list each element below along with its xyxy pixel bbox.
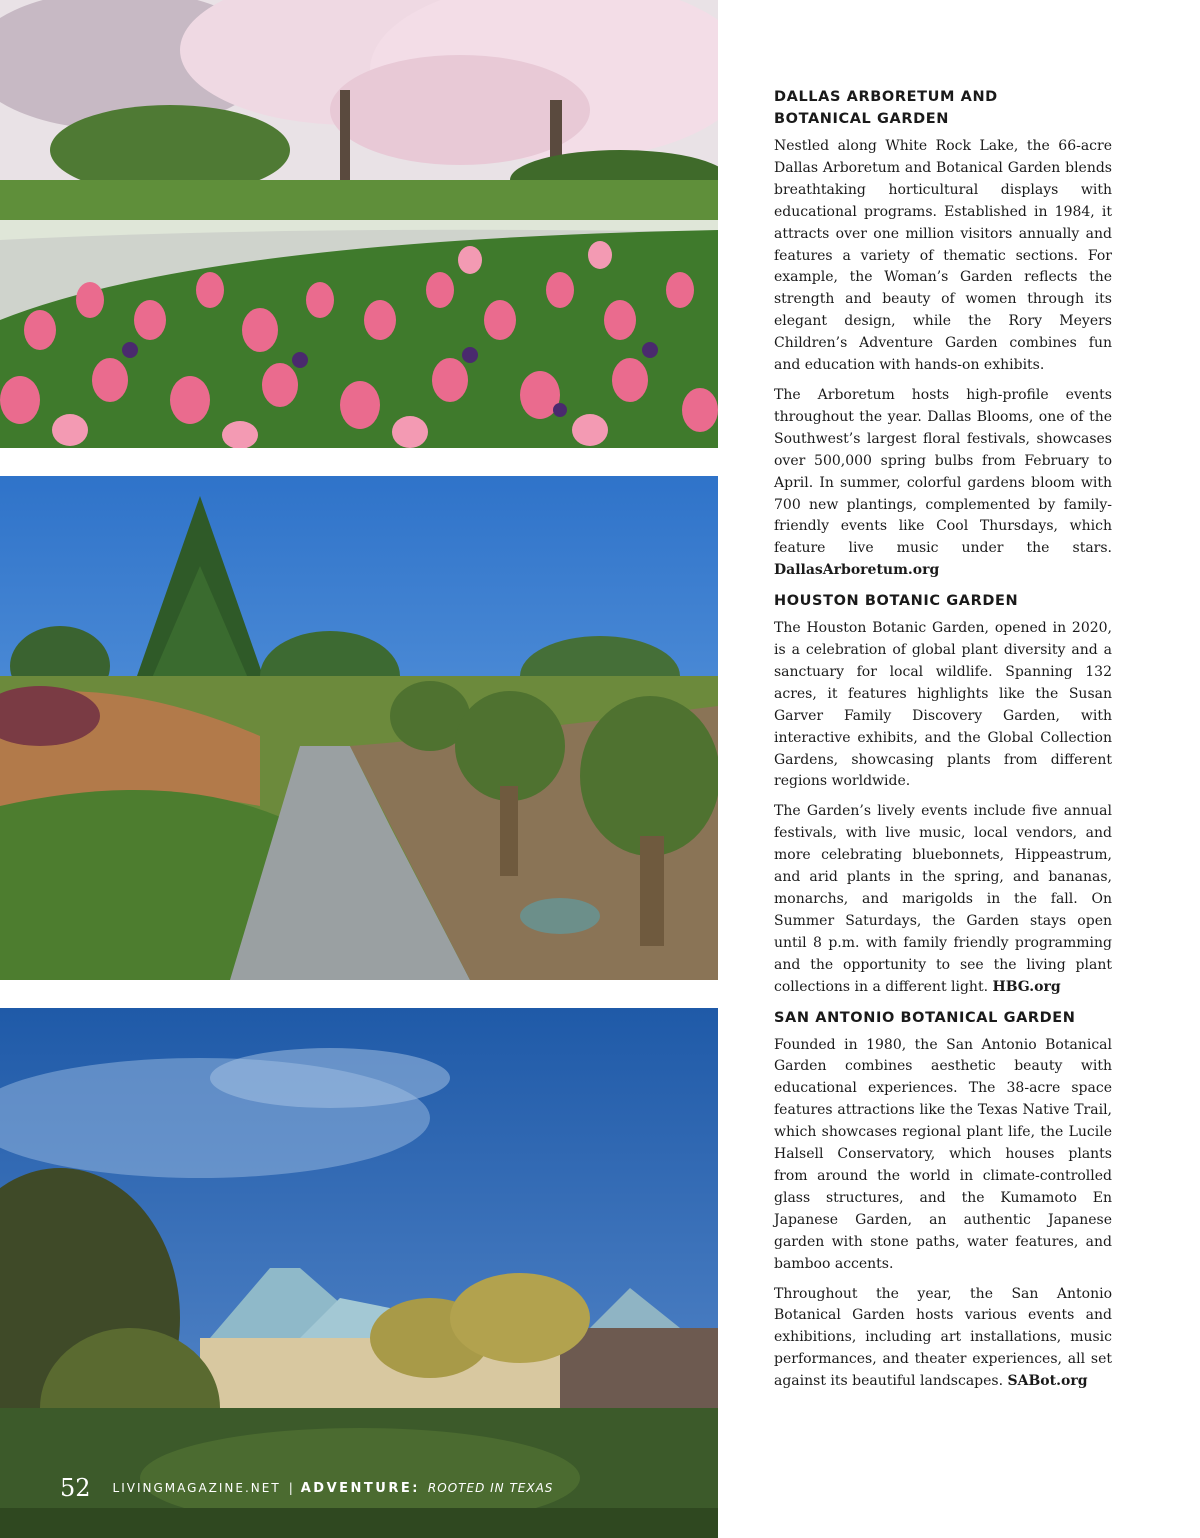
dallas-paragraph-1: Nestled along White Rock Lake, the 66-acre Dallas Arboretum and Botanical Garden blends breathtaking horticultural displays with educational programs. Established in 1984, it attracts over one million visitors annually and features a variety of thematic sections. For example, the Woman’s Garden reflects the strength and beauty of women through its elegant design, while the Rory Meyers Children’s Adventure Garden combines fun and education with hands-on exhibits.: [774, 138, 1112, 374]
tulips-and-cherry-blossoms-photo: [0, 0, 718, 448]
houston-paragraph-2: [774, 801, 1112, 998]
article-column: [774, 86, 1112, 1401]
footer-subsection: ROOTED IN TEXAS: [427, 1481, 554, 1495]
dallas-website-link[interactable]: DallasArboretum.org: [774, 562, 940, 579]
page-footer: [60, 1470, 553, 1506]
footer-separator: |: [288, 1481, 293, 1495]
houston-paragraph-2-text: The Garden’s lively events include five annual festivals, with live music, local vendors, and more celebrating bluebonnets, Hippeastrum, and arid plants in the spring, and bananas, monarchs, and marigolds in the fall. On Summer Saturdays, the Garden stays open until 8 p.m. with family friendly programming and the opportunity to see the living plant collections in a different light.: [774, 803, 1112, 995]
page-number: 52: [60, 1474, 91, 1502]
footer-site: LIVINGMAGAZINE.NET: [112, 1481, 281, 1495]
san-antonio-heading: SAN ANTONIO BOTANICAL GARDEN: [774, 1009, 1076, 1026]
houston-heading: HOUSTON BOTANIC GARDEN: [774, 593, 1019, 610]
san-antonio-website-link[interactable]: SABot.org: [1007, 1373, 1088, 1390]
dallas-paragraph-2-text: The Arboretum hosts high-profile events throughout the year. Dallas Blooms, one of the Southwest’s largest floral festivals, showcases over 500,000 spring bulbs from February to April. In summer, colorful gardens bloom with 700 new plantings, complemented by family-friendly events like Cool Thursdays, which feature live music under the stars.: [774, 386, 1112, 557]
houston-paragraph-1: The Houston Botanic Garden, opened in 2020, is a celebration of global plant diversity and a sanctuary for local wildlife. Spanning 132 acres, it features highlights like the Susan Garver Family Discovery Garden, with interactive exhibits, and the Global Collection Gardens, showcasing plants from different regions worldwide.: [774, 620, 1112, 790]
dallas-paragraph-2: [774, 385, 1112, 582]
houston-garden-path-photo: [0, 476, 718, 980]
san-antonio-paragraph-1: Founded in 1980, the San Antonio Botanical Garden combines aesthetic beauty with educational experiences. The 38-acre space features attractions like the Texas Native Trail, which showcases regional plant life, the Lucile Halsell Conservatory, which houses plants from around the world in climate-controlled glass structures, and the Kumamoto En Japanese Garden, an authentic Japanese garden with stone paths, water features, and bamboo accents.: [774, 1036, 1112, 1272]
houston-website-link[interactable]: HBG.org: [992, 978, 1061, 995]
footer-section: ADVENTURE:: [300, 1480, 420, 1496]
dallas-heading-line1: DALLAS ARBORETUM AND: [774, 89, 998, 105]
dallas-heading-line2: BOTANICAL GARDEN: [774, 111, 950, 127]
san-antonio-paragraph-2-text: Throughout the year, the San Antonio Botanical Garden hosts various events and exhibitions, including art installations, music performances, and theater experiences, all set against its beautiful landscapes.: [774, 1285, 1112, 1390]
dallas-heading: [774, 86, 1112, 130]
conservatory-at-dusk-photo: [0, 1008, 718, 1538]
san-antonio-paragraph-2: [774, 1284, 1112, 1394]
